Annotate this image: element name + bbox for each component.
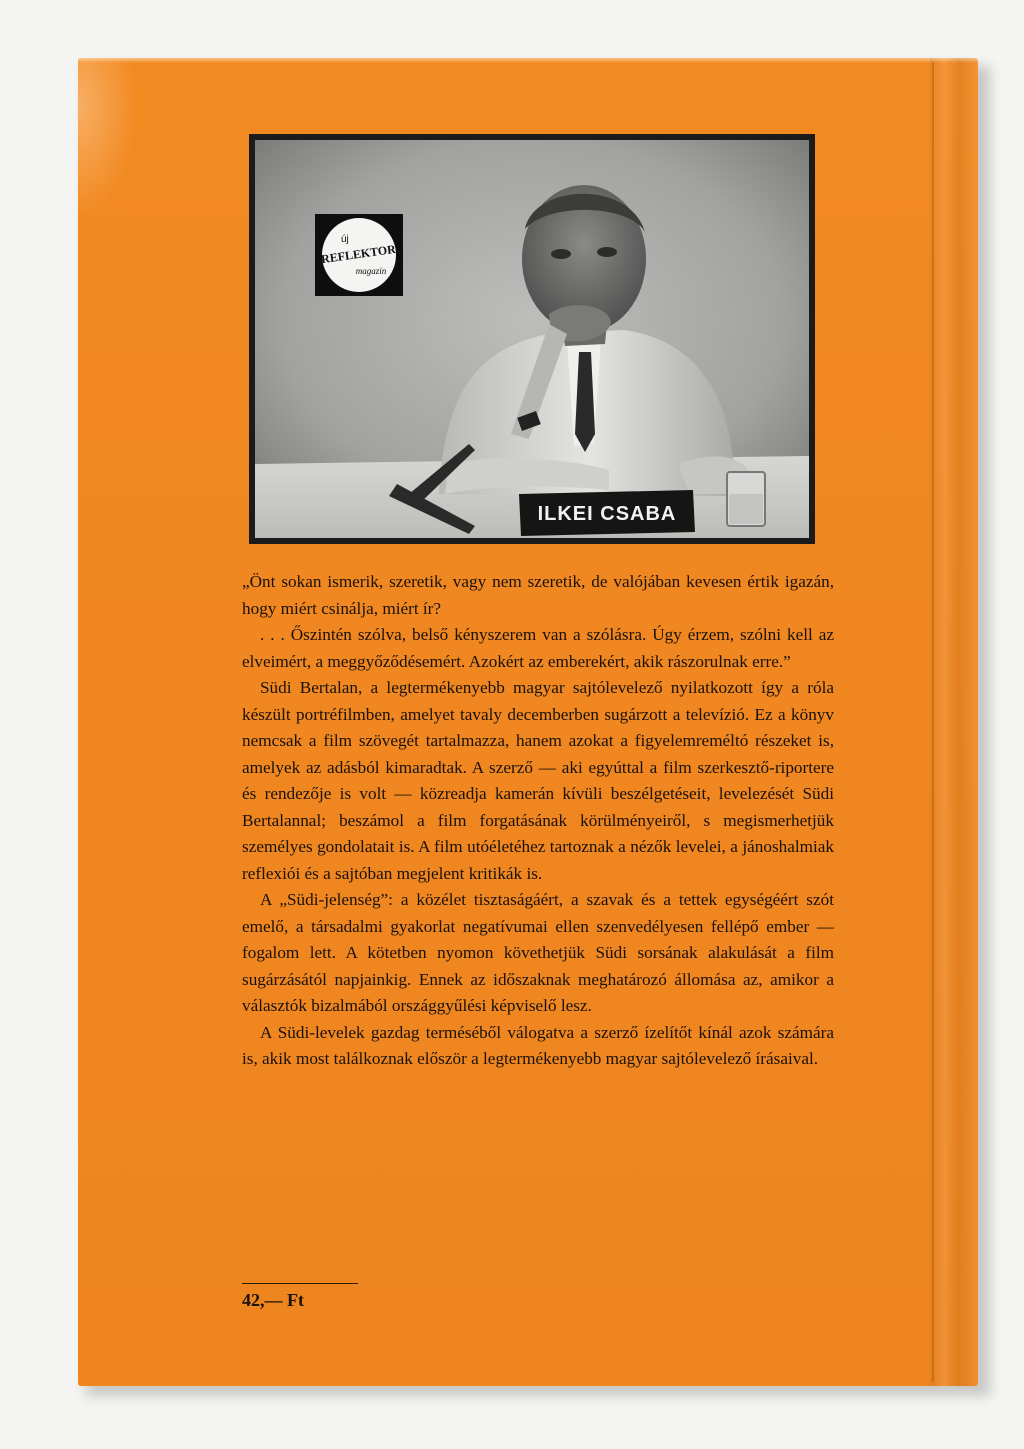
badge-title-text: REFLEKTOR [320, 241, 397, 267]
edge-wear [78, 58, 978, 63]
badge-top-text: új [341, 234, 349, 245]
spine-crease [932, 62, 934, 1382]
price-label: 42,— Ft [242, 1290, 304, 1310]
blurb-paragraph-1: „Önt sokan ismerik, szeretik, vagy nem szeretik, de valójában kevesen értik igazán, hogy miért csinálja, miért ír? [242, 572, 834, 618]
blurb-paragraph-2: . . . Őszintén szólva, belső kényszerem van a szólásra. Úgy érzem, szólni kell az elveimért, a meggyőződésemért. Azokért az emberekért, akik rászorulnak erre.” [242, 625, 834, 671]
photo-illustration [249, 134, 815, 544]
price-rule [242, 1283, 358, 1284]
corner-wear [78, 58, 138, 218]
blurb-paragraph-3: Südi Bertalan, a legtermékenyebb magyar sajtólevelező nyilatkozott így a róla készült portréfilmben, amelyet tavaly decemberben sugárzott a televízió. Ez a könyv nemcsak a film szövegét tartalmazza, hanem azokat a figyelemreméltó részeket is, amelyek az adásból kimaradtak. A szerző — aki egyúttal a film szerkesztő-riportere és rendezője is volt — közreadja kamerán kívüli beszélgetéseit, levelezését Südi Bertalannal; beszámol a film forgatásának körülményeiről, s megismerhetjük személyes gondolatait is. A film utóéletéhez tartoznak a nézők levelei, a jánoshalmiak reflexiói és a sajtóban megjelent kritikák is. [242, 678, 834, 883]
tv-still-photo [249, 134, 815, 544]
nameplate-text: ILKEI CSABA [537, 503, 677, 525]
blurb-paragraph-4: A „Südi-jelenség”: a közélet tisztaságáért, a szavak és a tettek egységéért szót emelő, a társadalmi gyakorlat negatívumai ellen szenvedélyesen fellépő ember — fogalom lett. A kötetben nyomon követhetjük Südi sorsának alakulását a film sugárzásától napjainkig. Ennek az időszaknak meghatározó állomása az, amikor a választók bizalmából országgyűlési képviselő lesz. [242, 890, 834, 1015]
book-back-cover [78, 58, 978, 1386]
blurb-text [242, 569, 834, 1073]
badge-bottom-text: magazin [355, 266, 387, 276]
blurb-paragraph-5: A Südi-levelek gazdag terméséből válogatva a szerző ízelítőt kínál azok számára is, akik most találkoznak először a legtermékenyebb magyar sajtólevelező írásaival. [242, 1022, 834, 1068]
spine-edge [930, 58, 978, 1386]
